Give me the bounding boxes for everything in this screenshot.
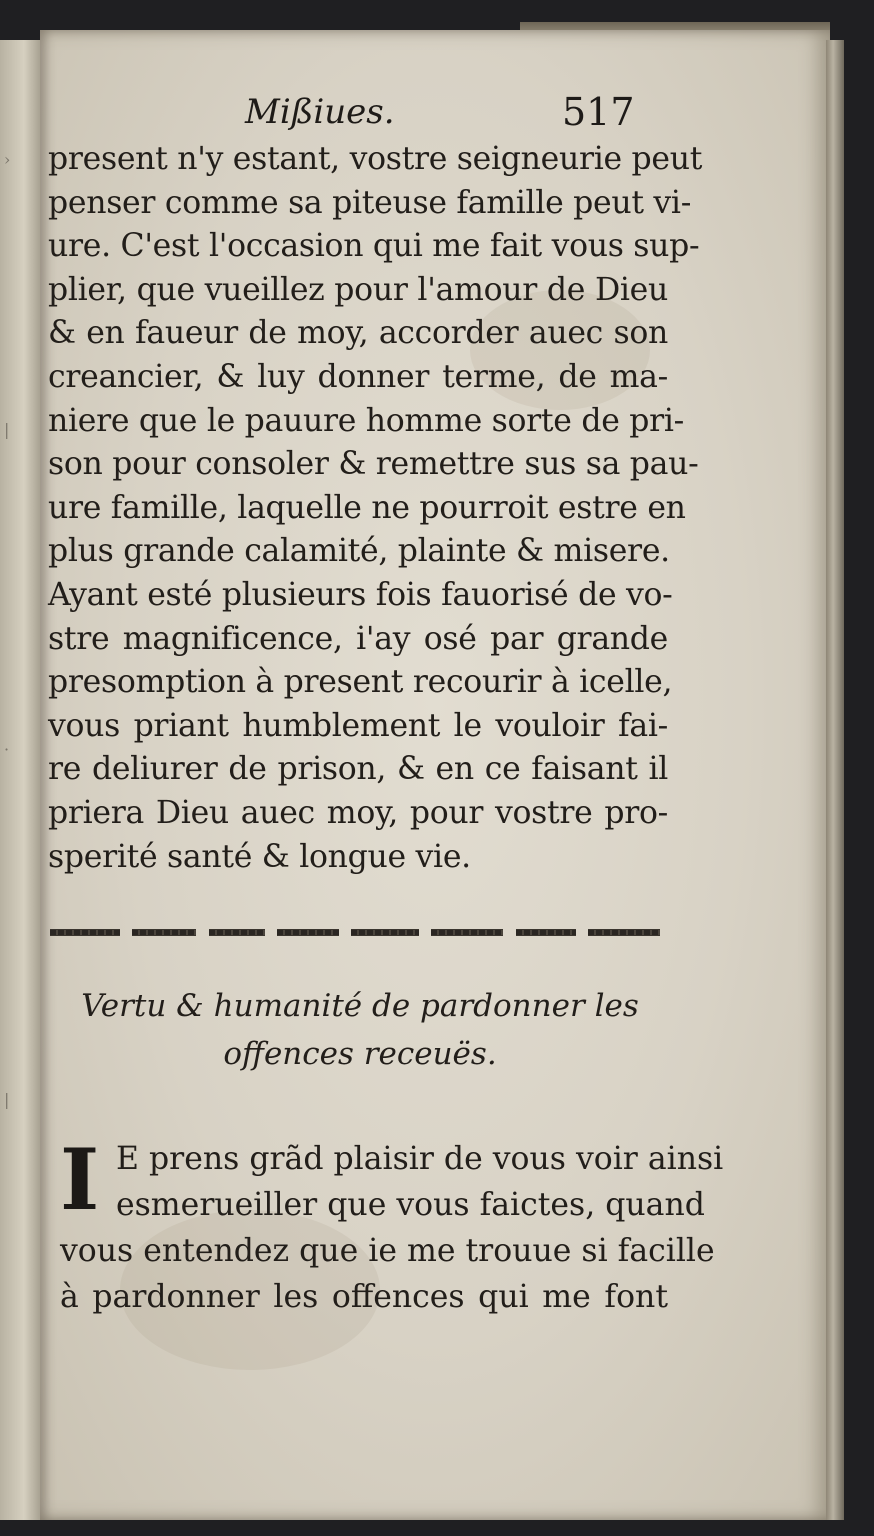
ornamental-rule <box>50 926 660 938</box>
text-line: & en faueur de moy, accorder auec son <box>48 315 668 352</box>
text-line: penser comme sa piteuse famille peut vi- <box>48 184 692 221</box>
text-line: Ayant esté plusieurs fois fauorisé de vo- <box>48 576 673 613</box>
text-line: plier, que vueillez pour l'amour de Dieu <box>48 271 668 308</box>
page-number: 517 <box>562 90 635 134</box>
text-line: priera Dieu auec moy, pour vostre pro- <box>48 794 668 831</box>
heading-line-2: offences receuës. <box>223 1036 497 1072</box>
text-line: present n'y estant, vostre seigneurie peut <box>48 141 703 177</box>
text-line: presomption à present recourir à icelle, <box>48 664 673 701</box>
text-line: niere que le pauure homme sorte de pri- <box>48 402 684 439</box>
page <box>40 30 830 1520</box>
text-line: sperité santé & longue vie. <box>48 838 471 875</box>
running-head <box>40 92 830 142</box>
text-line: re deliurer de prison, & en ce faisant il <box>48 751 668 788</box>
text-line: plus grande calamité, plainte & misere. <box>48 533 670 570</box>
text-line: esmerueiller que vous faictes, quand <box>116 1187 705 1223</box>
letter-body <box>48 138 703 879</box>
text-line: ure. C'est l'occasion qui me fait vous sup- <box>48 228 700 265</box>
section-heading <box>40 982 680 1078</box>
page-fore-edge <box>826 40 844 1520</box>
text-line: ure famille, laquelle ne pourroit estre en <box>48 489 686 526</box>
text-line: vous priant humblement le vouloir fai- <box>48 707 668 744</box>
text-line: creancier, & luy donner terme, de ma- <box>48 358 668 395</box>
second-letter-body <box>60 1130 724 1326</box>
drop-cap: I <box>60 1130 100 1229</box>
left-page-sliver: › | · | <box>0 40 40 1520</box>
text-line: E prens grãd plaisir de vous voir ainsi <box>116 1141 724 1177</box>
text-line: stre magnificence, i'ay osé par grande <box>48 620 668 657</box>
text-line: son pour consoler & remettre sus sa pau- <box>48 446 699 483</box>
heading-line-1: Vertu & humanité de pardonner les <box>81 988 639 1024</box>
running-head-title: Mißiues. <box>245 92 395 132</box>
text-line: vous entendez que ie me trouue si facille <box>60 1233 715 1269</box>
text-line: à pardonner les offences qui me font <box>60 1279 668 1315</box>
